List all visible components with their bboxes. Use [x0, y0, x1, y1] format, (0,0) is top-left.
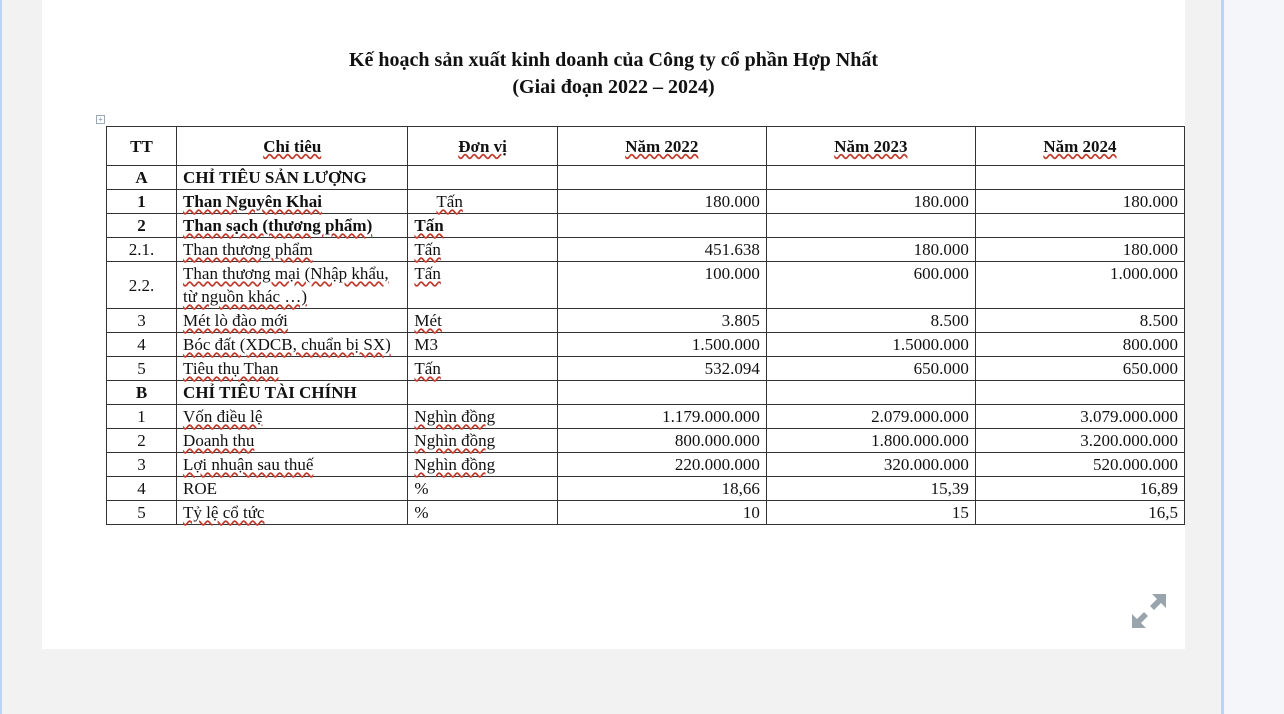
table-row: 5 Tiêu thụ Than Tấn 532.094 650.000 650.000 [107, 357, 1185, 381]
table-row: 2 Doanh thu Nghìn đồng 800.000.000 1.800.000.000 3.200.000.000 [107, 429, 1185, 453]
header-2022: Năm 2022 [557, 127, 766, 166]
table-row: 2.2. Than thương mại (Nhập khẩu, từ nguồn khác …) Tấn 100.000 600.000 1.000.000 [107, 262, 1185, 309]
production-plan-table [106, 126, 1185, 525]
table-row: 4 ROE % 18,66 15,39 16,89 [107, 477, 1185, 501]
table-row: B CHỈ TIÊU TÀI CHÍNH [107, 381, 1185, 405]
right-side-panel [1221, 0, 1284, 714]
table-row: 3 Mét lò đào mới Mét 3.805 8.500 8.500 [107, 309, 1185, 333]
table-row: A CHỈ TIÊU SẢN LƯỢNG [107, 166, 1185, 190]
header-2023: Năm 2023 [766, 127, 975, 166]
table-row: 4 Bóc đất (XDCB, chuẩn bị SX) M3 1.500.000 1.5000.000 800.000 [107, 333, 1185, 357]
table-row: 5 Tỷ lệ cổ tức % 10 15 16,5 [107, 501, 1185, 525]
table-row: 1 Than Nguyên Khai Tấn 180.000 180.000 180.000 [107, 190, 1185, 214]
table-row: 2.1. Than thương phẩm Tấn 451.638 180.000 180.000 [107, 238, 1185, 262]
image-card [42, 0, 1185, 649]
document-title: Kế hoạch sản xuất kinh doanh của Công ty cổ phần Hợp Nhất [349, 49, 878, 71]
table-header-row [107, 127, 1185, 166]
table-row: 1 Vốn điều lệ Nghìn đồng 1.179.000.000 2.079.000.000 3.079.000.000 [107, 405, 1185, 429]
header-unit: Đơn vị [408, 127, 557, 166]
document-subtitle: (Giai đoạn 2022 – 2024) [512, 76, 715, 98]
table-row: 2 Than sạch (thương phẩm) Tấn [107, 214, 1185, 238]
header-indicator: Chỉ tiêu [177, 127, 408, 166]
left-border [0, 0, 2, 714]
table-move-handle-icon: + [96, 115, 105, 124]
table-row: 3 Lợi nhuận sau thuế Nghìn đồng 220.000.000 320.000.000 520.000.000 [107, 453, 1185, 477]
header-2024: Năm 2024 [975, 127, 1184, 166]
header-tt: TT [107, 127, 177, 166]
expand-fullscreen-icon[interactable] [1130, 592, 1168, 630]
